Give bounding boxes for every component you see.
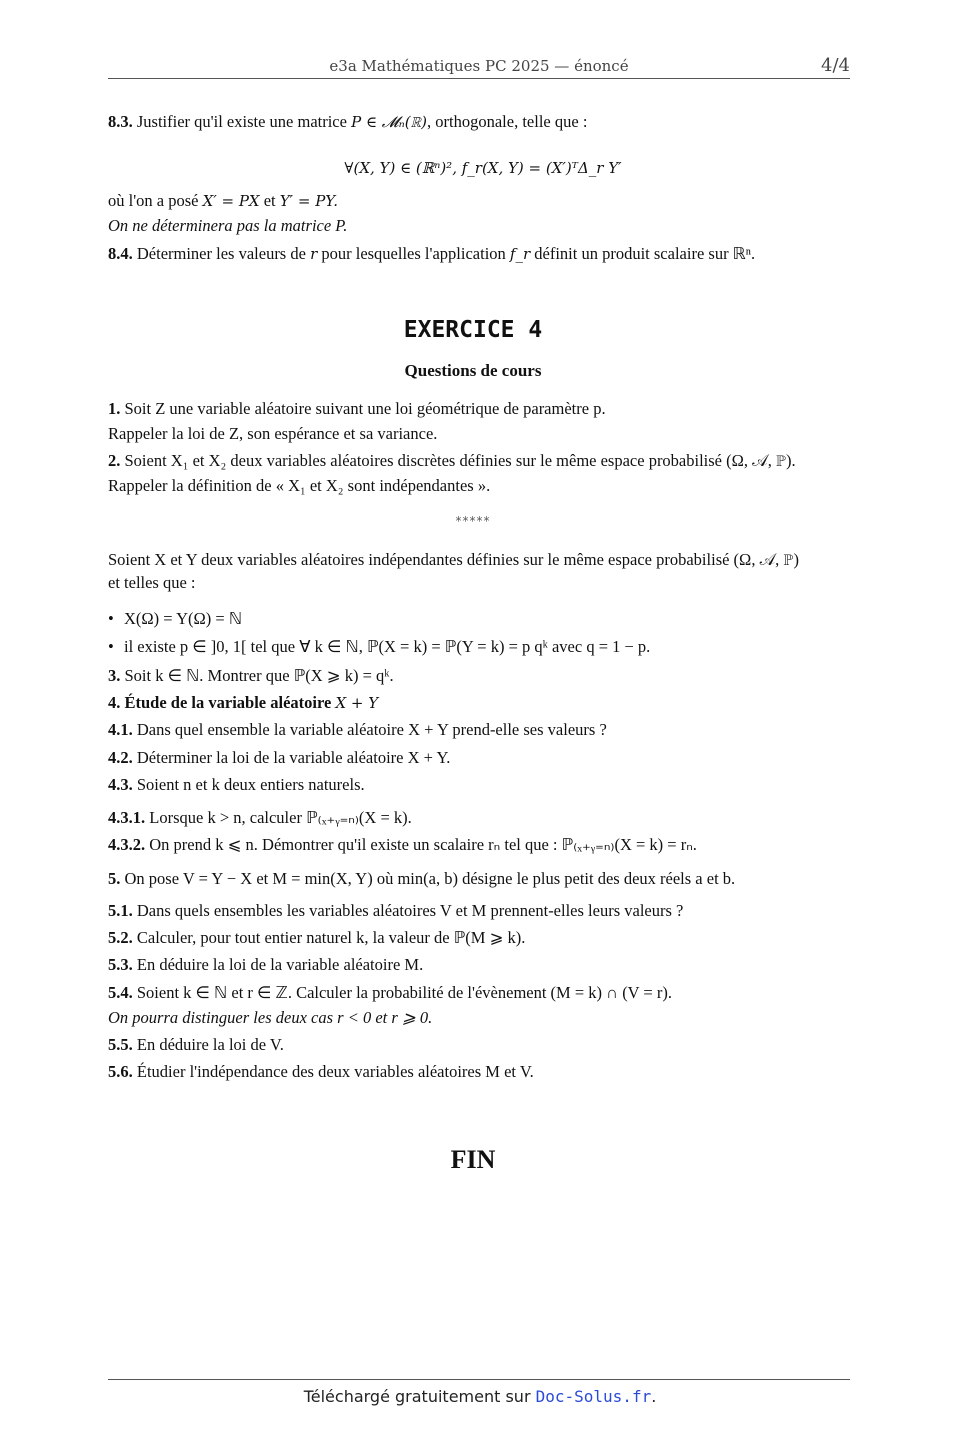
question-5-5 bbox=[108, 1034, 858, 1056]
intro-line2: et telles que : bbox=[108, 573, 196, 592]
bullet-icon: • bbox=[108, 609, 114, 628]
question-number: 4.1. bbox=[108, 720, 133, 739]
question-number: 5. bbox=[108, 869, 121, 888]
question-4-1 bbox=[108, 719, 858, 741]
math-inline: r bbox=[310, 245, 318, 263]
question-text: Lorsque k > n, calculer ℙ₍ₓ₊ᵧ₌ₙ₎(X = k). bbox=[149, 808, 412, 827]
math-inline: X′ = PX bbox=[202, 192, 260, 210]
bullet-item bbox=[108, 636, 858, 658]
question-text-end: , orthogonale, telle que : bbox=[427, 112, 588, 131]
question-number: 2. bbox=[108, 451, 121, 470]
question-2 bbox=[108, 450, 858, 472]
question-text: Justifier qu'il existe une matrice bbox=[136, 112, 347, 131]
end-marker: FIN bbox=[450, 1145, 496, 1174]
question-8-4 bbox=[108, 243, 858, 265]
question-5-1 bbox=[108, 900, 858, 922]
question-number: 3. bbox=[108, 666, 121, 685]
question-number: 4.2. bbox=[108, 748, 133, 767]
question-1 bbox=[108, 398, 858, 420]
question-text: On prend k ⩽ n. Démontrer qu'il existe un scalaire rₙ tel que : ℙ₍ₓ₊ᵧ₌ₙ₎(X = k) = rₙ. bbox=[149, 835, 697, 854]
question-text: Dans quels ensembles les variables aléatoires V et M prennent-elles leurs valeurs ? bbox=[136, 901, 684, 920]
section-subtitle: Questions de cours bbox=[404, 361, 542, 380]
question-text: pour lesquelles l'application bbox=[321, 244, 506, 263]
question-number: 5.6. bbox=[108, 1062, 133, 1081]
question-2-line2: Rappeler la définition de « X₁ et X₂ sont indépendantes ». bbox=[108, 476, 491, 495]
math-inline: Y′ = PY. bbox=[279, 192, 339, 210]
page-number: 4/4 bbox=[821, 55, 850, 76]
question-5 bbox=[108, 868, 858, 890]
question-8-3 bbox=[108, 111, 858, 133]
question-5-4 bbox=[108, 982, 858, 1004]
question-text: Déterminer les valeurs de bbox=[136, 244, 306, 263]
question-text: Déterminer la loi de la variable aléatoire X + Y. bbox=[136, 748, 451, 767]
question-text: Soient n et k deux entiers naturels. bbox=[136, 775, 365, 794]
question-number: 5.1. bbox=[108, 901, 133, 920]
exercise-title: EXERCICE 4 bbox=[403, 317, 543, 343]
question-number: 5.3. bbox=[108, 955, 133, 974]
math-inline: X + Y bbox=[335, 694, 379, 712]
question-4-2 bbox=[108, 747, 858, 769]
bullet-text: X(Ω) = Y(Ω) = ℕ bbox=[124, 609, 243, 628]
question-text: Étudier l'indépendance des deux variables aléatoires M et V. bbox=[136, 1062, 534, 1081]
italic-hint: On pourra distinguer les deux cas r < 0 et r ⩾ 0. bbox=[108, 1008, 433, 1027]
formula: ∀(X, Y) ∈ (ℝⁿ)², f_r(X, Y) = (X′)ᵀΔ_r Y′ bbox=[344, 159, 622, 177]
footer-text: Téléchargé gratuitement sur bbox=[303, 1387, 531, 1406]
italic-note: On ne déterminera pas la matrice P. bbox=[108, 216, 348, 235]
question-text: On pose V = Y − X et M = min(X, Y) où min(a, b) désigne le plus petit des deux réels a et b. bbox=[124, 869, 736, 888]
question-number: 1. bbox=[108, 399, 121, 418]
page-header bbox=[108, 54, 850, 79]
footer-dot: . bbox=[651, 1387, 657, 1406]
footer-link[interactable]: Doc-Solus.fr bbox=[535, 1387, 652, 1406]
question-5-3 bbox=[108, 954, 858, 976]
bullet-icon: • bbox=[108, 637, 114, 656]
bullet-text: il existe p ∈ ]0, 1[ tel que ∀ k ∈ ℕ, ℙ(X = k) = ℙ(Y = k) = p qᵏ avec q = 1 − p. bbox=[124, 637, 651, 656]
header-title: e3a Mathématiques PC 2025 — énoncé bbox=[329, 57, 629, 75]
intro-line1: Soient X et Y deux variables aléatoires indépendantes définies sur le même espace probabilisé (Ω, 𝒜, ℙ) bbox=[108, 550, 799, 569]
question-1-line2: Rappeler la loi de Z, son espérance et sa variance. bbox=[108, 424, 438, 443]
question-4-3 bbox=[108, 774, 858, 796]
question-text: Soit Z une variable aléatoire suivant une loi géométrique de paramètre p. bbox=[124, 399, 606, 418]
note-line bbox=[108, 190, 858, 212]
question-number: 4.3. bbox=[108, 775, 133, 794]
question-number: 5.5. bbox=[108, 1035, 133, 1054]
question-number: 5.2. bbox=[108, 928, 133, 947]
question-number: 4. bbox=[108, 693, 121, 712]
question-text: Soit k ∈ ℕ. Montrer que ℙ(X ⩾ k) = qᵏ. bbox=[124, 666, 394, 685]
footer-divider bbox=[108, 1379, 850, 1380]
question-number: 8.3. bbox=[108, 112, 133, 131]
question-3 bbox=[108, 665, 858, 687]
question-number: 4.3.2. bbox=[108, 835, 146, 854]
question-number: 4.3.1. bbox=[108, 808, 146, 827]
question-text: définit un produit scalaire sur ℝⁿ. bbox=[534, 244, 756, 263]
question-text: Dans quel ensemble la variable aléatoire X + Y prend-elle ses valeurs ? bbox=[136, 720, 607, 739]
question-text: Soient k ∈ ℕ et r ∈ ℤ. Calculer la probabilité de l'évènement (M = k) ∩ (V = r). bbox=[136, 983, 672, 1002]
bullet-item bbox=[108, 608, 858, 630]
note-text: où l'on a posé bbox=[108, 191, 199, 210]
question-number: 5.4. bbox=[108, 983, 133, 1002]
question-4-3-2 bbox=[108, 834, 858, 856]
question-4 bbox=[108, 692, 858, 714]
page-footer bbox=[0, 1387, 960, 1406]
question-number: 8.4. bbox=[108, 244, 133, 263]
question-text: En déduire la loi de la variable aléatoire M. bbox=[136, 955, 424, 974]
question-text: Soient X₁ et X₂ deux variables aléatoires discrètes définies sur le même espace probabilisé (Ω, 𝒜, ℙ). bbox=[124, 451, 796, 470]
formula-display bbox=[108, 157, 858, 179]
question-4-3-1 bbox=[108, 807, 858, 829]
math-inline: P ∈ 𝓜ₙ(ℝ) bbox=[351, 113, 428, 131]
math-inline: f_r bbox=[509, 245, 531, 263]
question-5-6 bbox=[108, 1061, 858, 1083]
question-heading: Étude de la variable aléatoire bbox=[124, 693, 332, 712]
question-text: En déduire la loi de V. bbox=[136, 1035, 284, 1054]
separator-stars: ***** bbox=[455, 514, 491, 528]
note-text: et bbox=[263, 191, 276, 210]
question-text: Calculer, pour tout entier naturel k, la valeur de ℙ(M ⩾ k). bbox=[136, 928, 526, 947]
question-5-2 bbox=[108, 927, 858, 949]
